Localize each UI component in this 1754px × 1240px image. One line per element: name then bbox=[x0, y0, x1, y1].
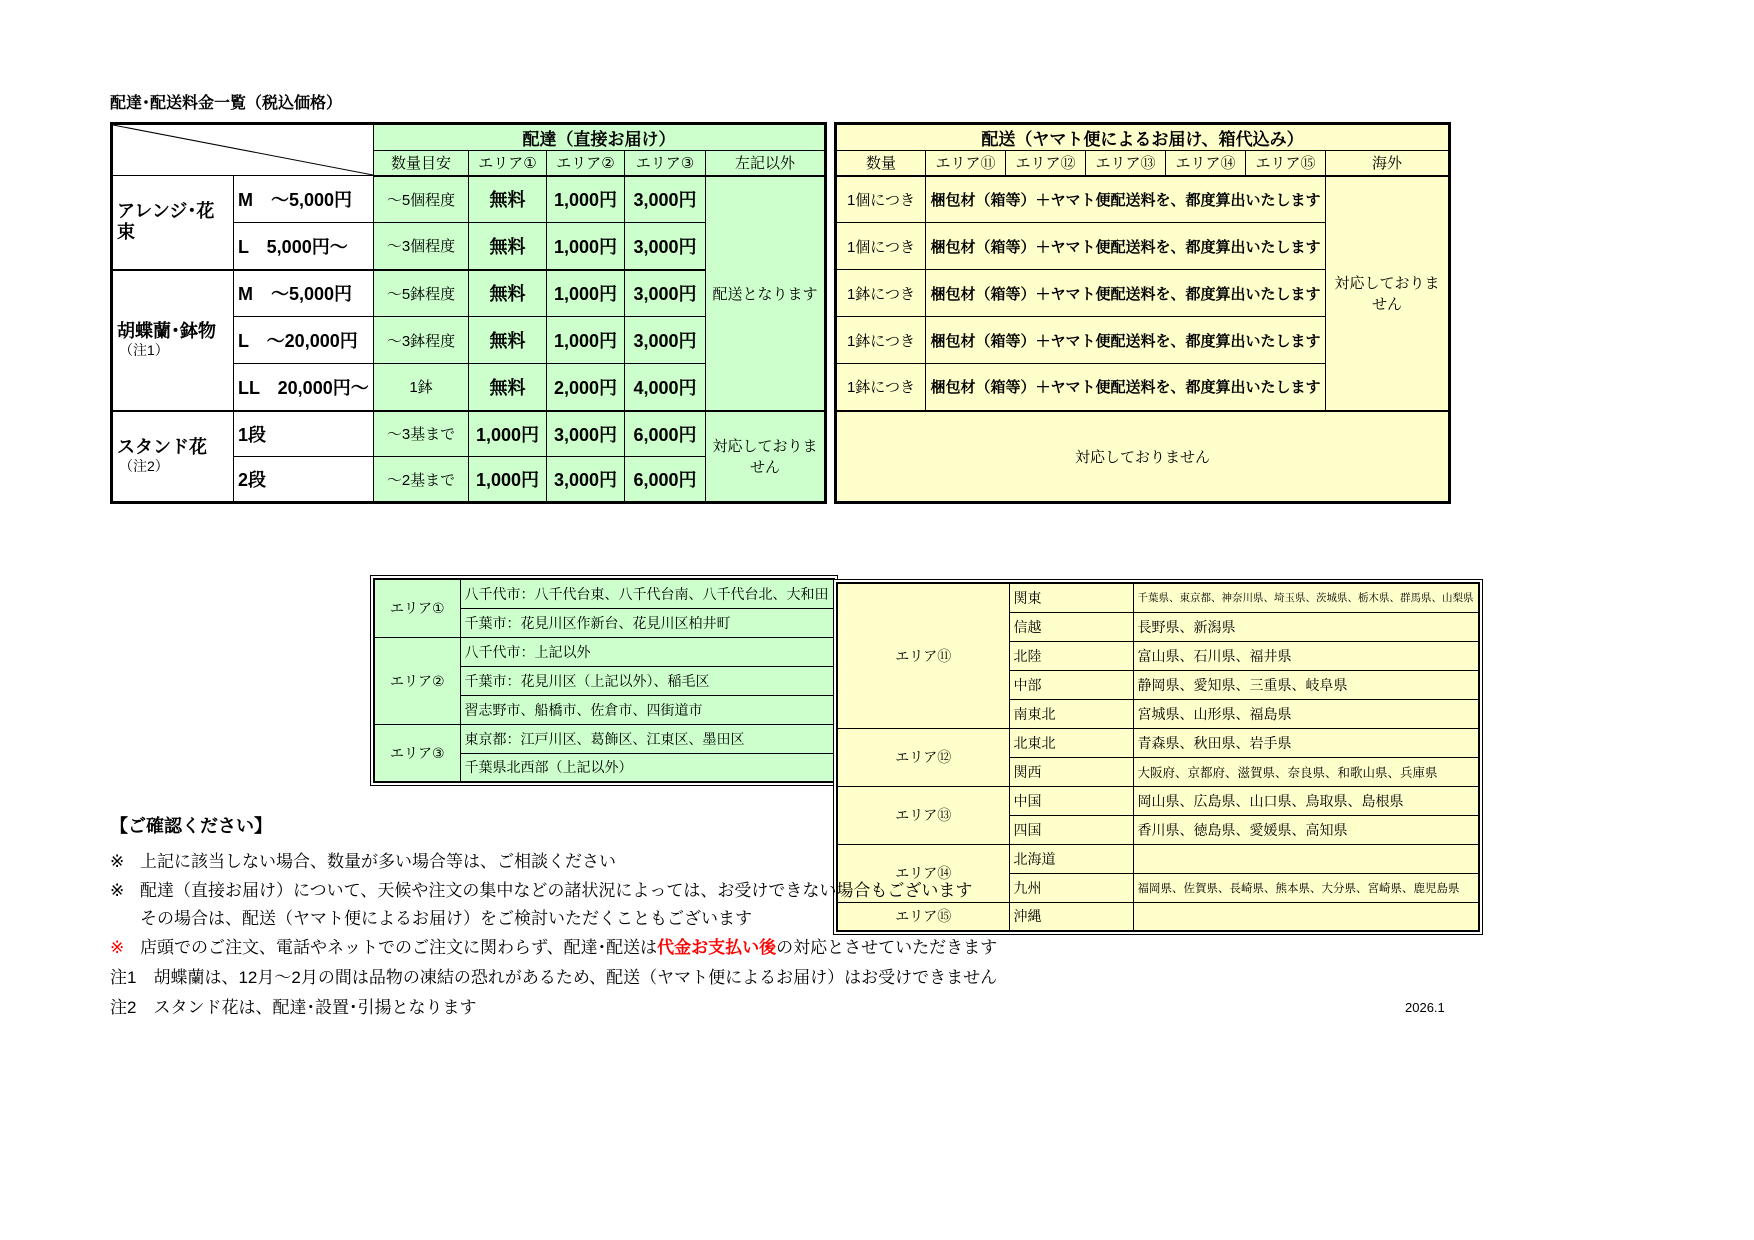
qty-guide-cell: ～5鉢程度 bbox=[374, 270, 469, 317]
size-cell: M ～5,000円 bbox=[234, 270, 374, 317]
price-cell: 3,000円 bbox=[625, 270, 706, 317]
region-name-cell: 四国 bbox=[1009, 815, 1133, 844]
table-row bbox=[837, 583, 1479, 612]
area-text-cell: 千葉市：花見川区（上記以外）、稲毛区 bbox=[460, 666, 834, 695]
category-note: （注2） bbox=[119, 458, 169, 475]
note-text: 上記に該当しない場合、数量が多い場合等は、ご相談ください bbox=[140, 852, 616, 871]
ship-note-cell: 梱包材（箱等）＋ヤマト便配送料を、都度算出いたします bbox=[926, 317, 1326, 364]
region-name-cell: 北陸 bbox=[1009, 641, 1133, 670]
price-cell: 無料 bbox=[469, 223, 547, 270]
area-label-cell: エリア② bbox=[374, 637, 460, 724]
col-header-area2: エリア② bbox=[547, 151, 625, 176]
area-label-cell: エリア⑮ bbox=[837, 902, 1009, 931]
prefectures-cell: 福岡県、佐賀県、長崎県、熊本県、大分県、宮崎県、鹿児島県 bbox=[1133, 873, 1479, 902]
price-cell: 無料 bbox=[469, 270, 547, 317]
note-text: その場合は、配送（ヤマト便によるお届け）をご検討いただくこともございます bbox=[140, 909, 752, 928]
col-header-qty: 数量 bbox=[836, 151, 926, 176]
area-label-cell: エリア① bbox=[374, 579, 460, 637]
col-header-area13: エリア⑬ bbox=[1086, 151, 1166, 176]
note-item bbox=[110, 934, 1310, 963]
category-cell-arrange bbox=[112, 176, 234, 270]
region-name-cell: 中部 bbox=[1009, 670, 1133, 699]
col-header-overseas: 海外 bbox=[1326, 151, 1450, 176]
note-text-after: の対応とさせていただきます bbox=[776, 937, 998, 957]
table-row bbox=[374, 724, 834, 753]
price-cell: 3,000円 bbox=[625, 317, 706, 364]
ship-qty-cell: 1鉢につき bbox=[836, 317, 926, 364]
size-cell: 2段 bbox=[234, 457, 374, 503]
col-header-area3: エリア③ bbox=[625, 151, 706, 176]
note-item bbox=[110, 848, 1310, 877]
note-text bbox=[140, 934, 997, 963]
qty-guide-cell: ～3基まで bbox=[374, 411, 469, 457]
price-cell: 1,000円 bbox=[547, 317, 625, 364]
col-header-other: 左記以外 bbox=[706, 151, 826, 176]
price-cell: 6,000円 bbox=[625, 457, 706, 503]
footnotes bbox=[110, 963, 1310, 1023]
area-text-cell: 千葉市：花見川区作新台、花見川区柏井町 bbox=[460, 608, 834, 637]
delivery-fee-table bbox=[110, 122, 827, 504]
qty-guide-cell: ～2基まで bbox=[374, 457, 469, 503]
price-cell: 3,000円 bbox=[547, 457, 625, 503]
price-cell: 3,000円 bbox=[547, 411, 625, 457]
other-area-stand-note-cell: 対応しておりません bbox=[706, 411, 826, 503]
prefectures-cell: 岡山県、広島県、山口県、鳥取県、島根県 bbox=[1133, 786, 1479, 815]
price-cell: 無料 bbox=[469, 364, 547, 411]
category-label: 胡蝶蘭･鉢物 bbox=[117, 321, 216, 341]
price-cell: 1,000円 bbox=[469, 457, 547, 503]
prefectures-cell: 大阪府、京都府、滋賀県、奈良県、和歌山県、兵庫県 bbox=[1133, 757, 1479, 786]
prefectures-cell: 宮城県、山形県、福島県 bbox=[1133, 699, 1479, 728]
qty-guide-cell: ～5個程度 bbox=[374, 176, 469, 223]
note-marker bbox=[110, 905, 140, 934]
region-name-cell: 関東 bbox=[1009, 583, 1133, 612]
prefectures-cell: 青森県、秋田県、岩手県 bbox=[1133, 728, 1479, 757]
region-name-cell: 南東北 bbox=[1009, 699, 1133, 728]
qty-guide-cell: 1鉢 bbox=[374, 364, 469, 411]
table-row bbox=[112, 411, 826, 457]
ship-note-cell: 梱包材（箱等）＋ヤマト便配送料を、都度算出いたします bbox=[926, 223, 1326, 270]
qty-guide-cell: ～3個程度 bbox=[374, 223, 469, 270]
table-row bbox=[837, 786, 1479, 815]
table-row bbox=[836, 411, 1450, 457]
table-row bbox=[112, 176, 826, 223]
ship-qty-cell: 1鉢につき bbox=[836, 270, 926, 317]
shipping-stand-note-cell: 対応しておりません bbox=[836, 411, 1450, 503]
price-cell: 無料 bbox=[469, 317, 547, 364]
size-cell: LL 20,000円～ bbox=[234, 364, 374, 411]
col-header-area12: エリア⑫ bbox=[1006, 151, 1086, 176]
footnote-2: 注2 スタンド花は、配達･設置･引揚となります bbox=[110, 998, 477, 1017]
prefectures-cell: 長野県、新潟県 bbox=[1133, 612, 1479, 641]
payment-highlight: 代金お支払い後 bbox=[657, 937, 777, 957]
table-row bbox=[836, 176, 1450, 223]
size-cell: L 5,000円～ bbox=[234, 223, 374, 270]
category-label: アレンジ･花束 bbox=[117, 201, 215, 243]
area-label-cell: エリア⑭ bbox=[837, 844, 1009, 902]
version-label: 2026.1 bbox=[1405, 1000, 1445, 1015]
region-name-cell: 北東北 bbox=[1009, 728, 1133, 757]
size-cell: M ～5,000円 bbox=[234, 176, 374, 223]
area-text-cell: 八千代市：上記以外 bbox=[460, 637, 834, 666]
price-cell: 1,000円 bbox=[469, 411, 547, 457]
col-header-area14: エリア⑭ bbox=[1166, 151, 1246, 176]
col-header-area11: エリア⑪ bbox=[926, 151, 1006, 176]
ship-note-cell: 梱包材（箱等）＋ヤマト便配送料を、都度算出いたします bbox=[926, 364, 1326, 411]
col-header-qty-guide: 数量目安 bbox=[374, 151, 469, 176]
footnote-1: 注1 胡蝶蘭は、12月～2月の間は品物の凍結の恐れがあるため、配送（ヤマト便によるお届け）はお受けできません bbox=[110, 968, 998, 987]
col-header-area1: エリア① bbox=[469, 151, 547, 176]
area-label-cell: エリア③ bbox=[374, 724, 460, 782]
category-label: スタンド花 bbox=[117, 437, 207, 458]
table-row bbox=[374, 579, 834, 608]
note-text: 配達（直接お届け）について、天候や注文の集中などの諸状況によっては、お受けできない場合もございます bbox=[140, 880, 973, 900]
area-text-cell: 八千代市：八千代台東、八千代台南、八千代台北、大和田 bbox=[460, 579, 834, 608]
col-header-area15: エリア⑮ bbox=[1246, 151, 1326, 176]
note-item bbox=[110, 905, 1310, 934]
note-marker: ※ bbox=[110, 852, 125, 871]
region-name-cell: 北海道 bbox=[1009, 844, 1133, 873]
table-row bbox=[837, 728, 1479, 757]
ship-qty-cell: 1鉢につき bbox=[836, 364, 926, 411]
page-title: 配達･配送料金一覧（税込価格） bbox=[110, 95, 343, 112]
region-name-cell: 沖縄 bbox=[1009, 902, 1133, 931]
price-cell: 無料 bbox=[469, 176, 547, 223]
delivery-section-header: 配達（直接お届け） bbox=[374, 124, 826, 151]
ship-note-cell: 梱包材（箱等）＋ヤマト便配送料を、都度算出いたします bbox=[926, 270, 1326, 317]
qty-guide-cell: ～3鉢程度 bbox=[374, 317, 469, 364]
prefectures-cell: 富山県、石川県、福井県 bbox=[1133, 641, 1479, 670]
note-text-before: 店頭でのご注文、電話やネットでのご注文に関わらず、配達･配送は bbox=[140, 937, 658, 957]
notes-heading: 【ご確認ください】 bbox=[110, 816, 272, 836]
size-cell: L ～20,000円 bbox=[234, 317, 374, 364]
category-note: （注1） bbox=[119, 342, 169, 358]
note-marker: ※ bbox=[110, 880, 125, 900]
diagonal-line bbox=[113, 125, 373, 175]
diagonal-header-cell bbox=[112, 124, 374, 176]
local-area-table bbox=[373, 578, 835, 783]
prefectures-cell: 静岡県、愛知県、三重県、岐阜県 bbox=[1133, 670, 1479, 699]
ship-qty-cell: 1個につき bbox=[836, 223, 926, 270]
shipping-fee-table bbox=[834, 122, 1451, 504]
price-cell: 6,000円 bbox=[625, 411, 706, 457]
note-marker: ※ bbox=[110, 937, 125, 957]
region-name-cell: 信越 bbox=[1009, 612, 1133, 641]
area-label-cell: エリア⑬ bbox=[837, 786, 1009, 844]
price-cell: 1,000円 bbox=[547, 176, 625, 223]
region-name-cell: 関西 bbox=[1009, 757, 1133, 786]
ship-note-cell: 梱包材（箱等）＋ヤマト便配送料を、都度算出いたします bbox=[926, 176, 1326, 223]
price-cell: 3,000円 bbox=[625, 176, 706, 223]
area-label-cell: エリア⑫ bbox=[837, 728, 1009, 786]
category-cell-stand bbox=[112, 411, 234, 503]
price-cell: 3,000円 bbox=[625, 223, 706, 270]
region-name-cell: 中国 bbox=[1009, 786, 1133, 815]
region-name-cell: 九州 bbox=[1009, 873, 1133, 902]
size-cell: 1段 bbox=[234, 411, 374, 457]
shipping-section-header: 配送（ヤマト便によるお届け、箱代込み） bbox=[836, 124, 1450, 151]
other-area-note-cell: 配送となります bbox=[706, 176, 826, 411]
price-cell: 1,000円 bbox=[547, 270, 625, 317]
table-row bbox=[374, 637, 834, 666]
area-text-cell: 千葉県北西部（上記以外） bbox=[460, 753, 834, 782]
price-cell: 2,000円 bbox=[547, 364, 625, 411]
price-cell: 1,000円 bbox=[547, 223, 625, 270]
area-label-cell: エリア⑪ bbox=[837, 583, 1009, 728]
area-text-cell: 習志野市、船橋市、佐倉市、四街道市 bbox=[460, 695, 834, 724]
ship-qty-cell: 1個につき bbox=[836, 176, 926, 223]
overseas-note-cell: 対応しておりません bbox=[1326, 176, 1450, 411]
prefectures-cell: 千葉県、東京都、神奈川県、埼玉県、茨城県、栃木県、群馬県、山梨県 bbox=[1133, 583, 1479, 612]
category-cell-orchid bbox=[112, 270, 234, 411]
prefectures-cell: 香川県、徳島県、愛媛県、高知県 bbox=[1133, 815, 1479, 844]
note-item bbox=[110, 877, 1310, 906]
confirmation-notes bbox=[110, 812, 1310, 962]
area-text-cell: 東京都：江戸川区、葛飾区、江東区、墨田区 bbox=[460, 724, 834, 753]
price-cell: 4,000円 bbox=[625, 364, 706, 411]
